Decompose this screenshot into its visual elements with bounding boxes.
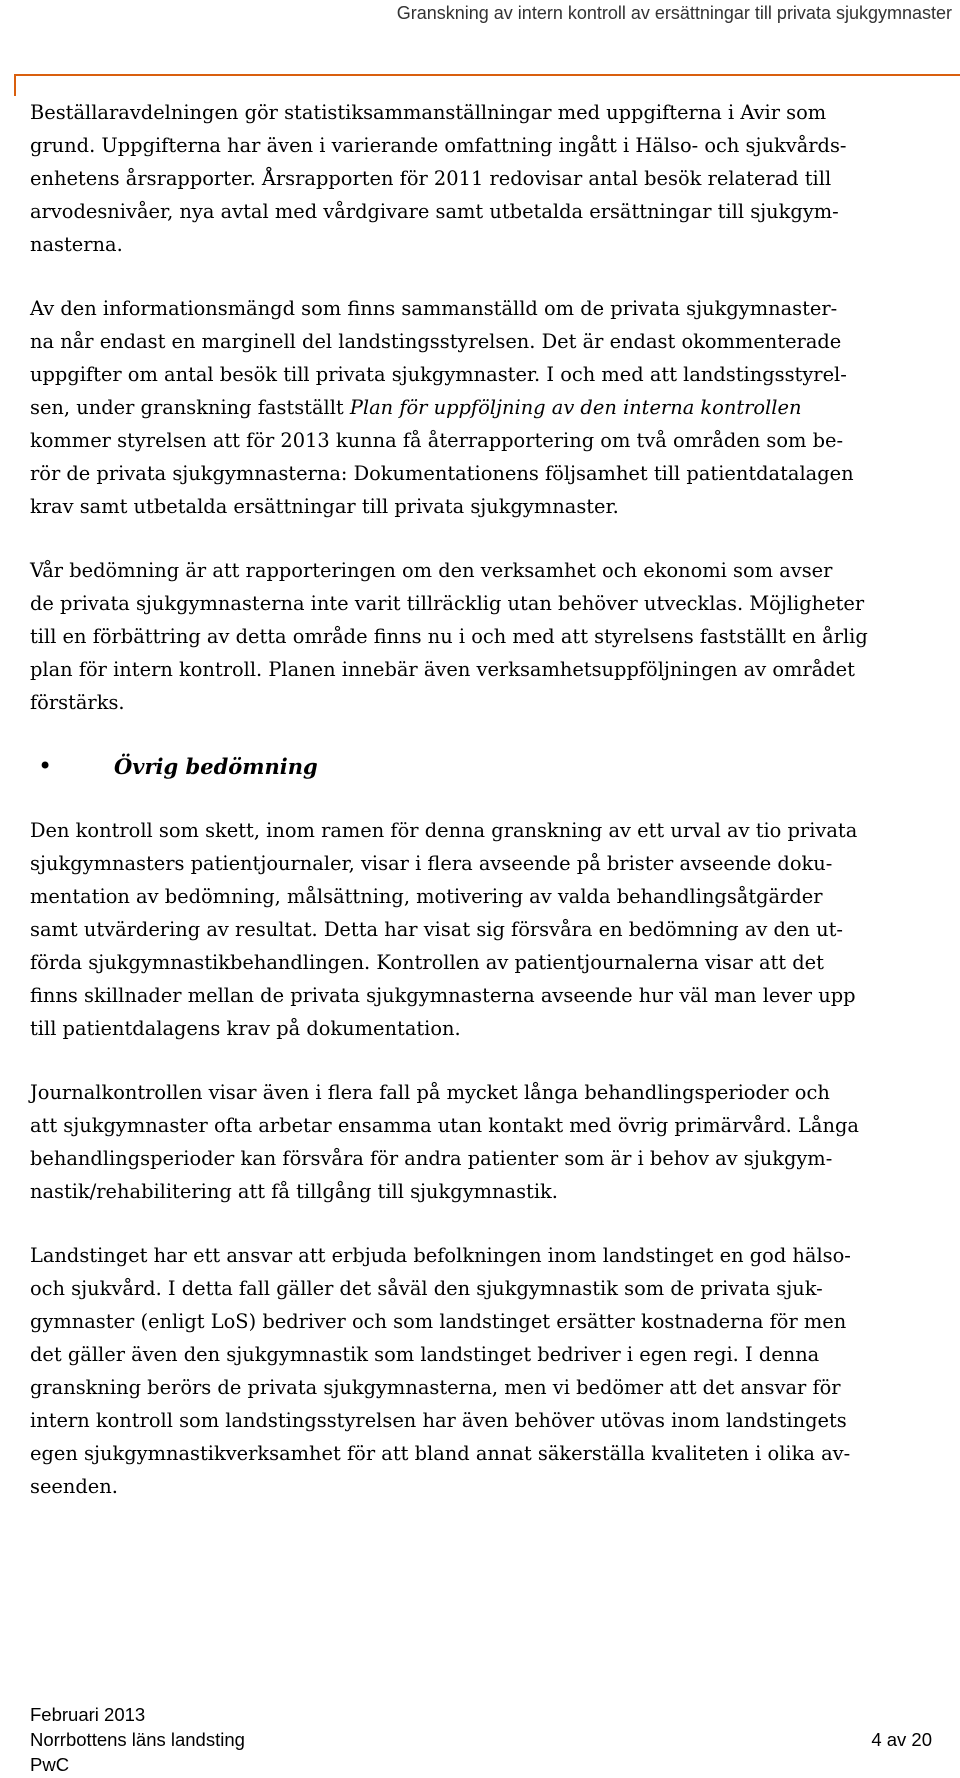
footer-company: PwC [30, 1754, 70, 1775]
footer-date: Februari 2013 [30, 1704, 146, 1725]
paragraph-text: Av den informationsmängd som finns sammanställd om de privata sjukgymnaster- na når endast en marginell del landstingsstyrelsen. Det är endast okommenterade uppgifter om antal besök till privata sjukgymnaster. I och med att landstingsstyrel- sen, under granskning fastställt [30, 297, 847, 419]
document-body [30, 96, 942, 1534]
paragraph: Vår bedömning är att rapporteringen om den verksamhet och ekonomi som avser de privata sjukgymnasterna inte varit tillräcklig utan behöver utvecklas. Möjligheter till en förbättring av detta område finns nu i och med att styrelsens fastställt en årlig plan för intern kontroll. Planen innebär även verksamhetsuppföljningen av området förstärks. [30, 559, 868, 714]
paragraph [30, 292, 942, 523]
paragraph: Beställaravdelningen gör statistiksammanställningar med uppgifterna i Avir som grund. Uppgifterna har även i varierande omfattning ingått i Hälso- och sjukvårds- enhetens årsrapporter. Årsrapporten för 2011 redovisar antal besök relaterad till arvodesnivåer, nya avtal med vårdgivare samt utbetalda ersättningar till sjukgym- nasterna. [30, 101, 847, 256]
paragraph: Den kontroll som skett, inom ramen för denna granskning av ett urval av tio privata sjukgymnasters patientjournaler, visar i flera avseende på brister avseende doku- mentation av bedömning, målsättning, motivering av valda behandlingsåtgärder samt utvärdering av resultat. Detta har visat sig försvåra en bedömning av den ut- förda sjukgymnastikbehandlingen. Kontrollen av patientjournalerna visar att det finns skillnader mellan de privata sjukgymnasterna avseende hur väl man lever upp till patientdalagens krav på dokumentation. [30, 819, 858, 1040]
paragraph: Journalkontrollen visar även i flera fall på mycket långa behandlingsperioder och att sjukgymnaster ofta arbetar ensamma utan kontakt med övrig primärvård. Långa behandlingsperioder kan försvåra för andra patienter som är i behov av sjukgym- nastik/rehabilitering att få tillgång till sjukgymnastik. [30, 1081, 859, 1203]
footer-organization: Norrbottens läns landsting [30, 1729, 245, 1750]
running-header: Granskning av intern kontroll av ersättningar till privata sjukgymnaster [396, 3, 952, 23]
footer-row [30, 1727, 932, 1752]
bullet-icon: • [38, 752, 53, 780]
paragraph: Landstinget har ett ansvar att erbjuda befolkningen inom landstinget en god hälso- och sjukvård. I detta fall gäller det såväl den sjukgymnastik som de privata sjuk- gymnaster (enligt LoS) bedriver och som landstinget ersätter kostnaderna för men det gäller även den sjukgymnastik som landstinget bedriver i egen regi. I denna granskning berörs de privata sjukgymnasterna, men vi bedömer att det ansvar för intern kontroll som landstingsstyrelsen har även behöver utövas inom landstingets egen sjukgymnastikverksamhet för att bland annat säkerställa kvaliteten i olika av- seenden. [30, 1244, 851, 1498]
page-footer [30, 1702, 932, 1777]
header-rule-corner [14, 74, 16, 96]
page-number: 4 av 20 [871, 1729, 932, 1750]
header-rule [14, 74, 960, 76]
plan-title: Plan för uppföljning av den interna kontrollen [349, 396, 802, 419]
section-heading [30, 750, 942, 783]
paragraph-text: kommer styrelsen att för 2013 kunna få återrapportering om två områden som be- rör de privata sjukgymnasterna: Dokumentationens följsamhet till patientdatalagen krav samt utbetalda ersättningar till privata sjukgymnaster. [30, 429, 854, 518]
section-title: Övrig bedömning [114, 754, 318, 779]
